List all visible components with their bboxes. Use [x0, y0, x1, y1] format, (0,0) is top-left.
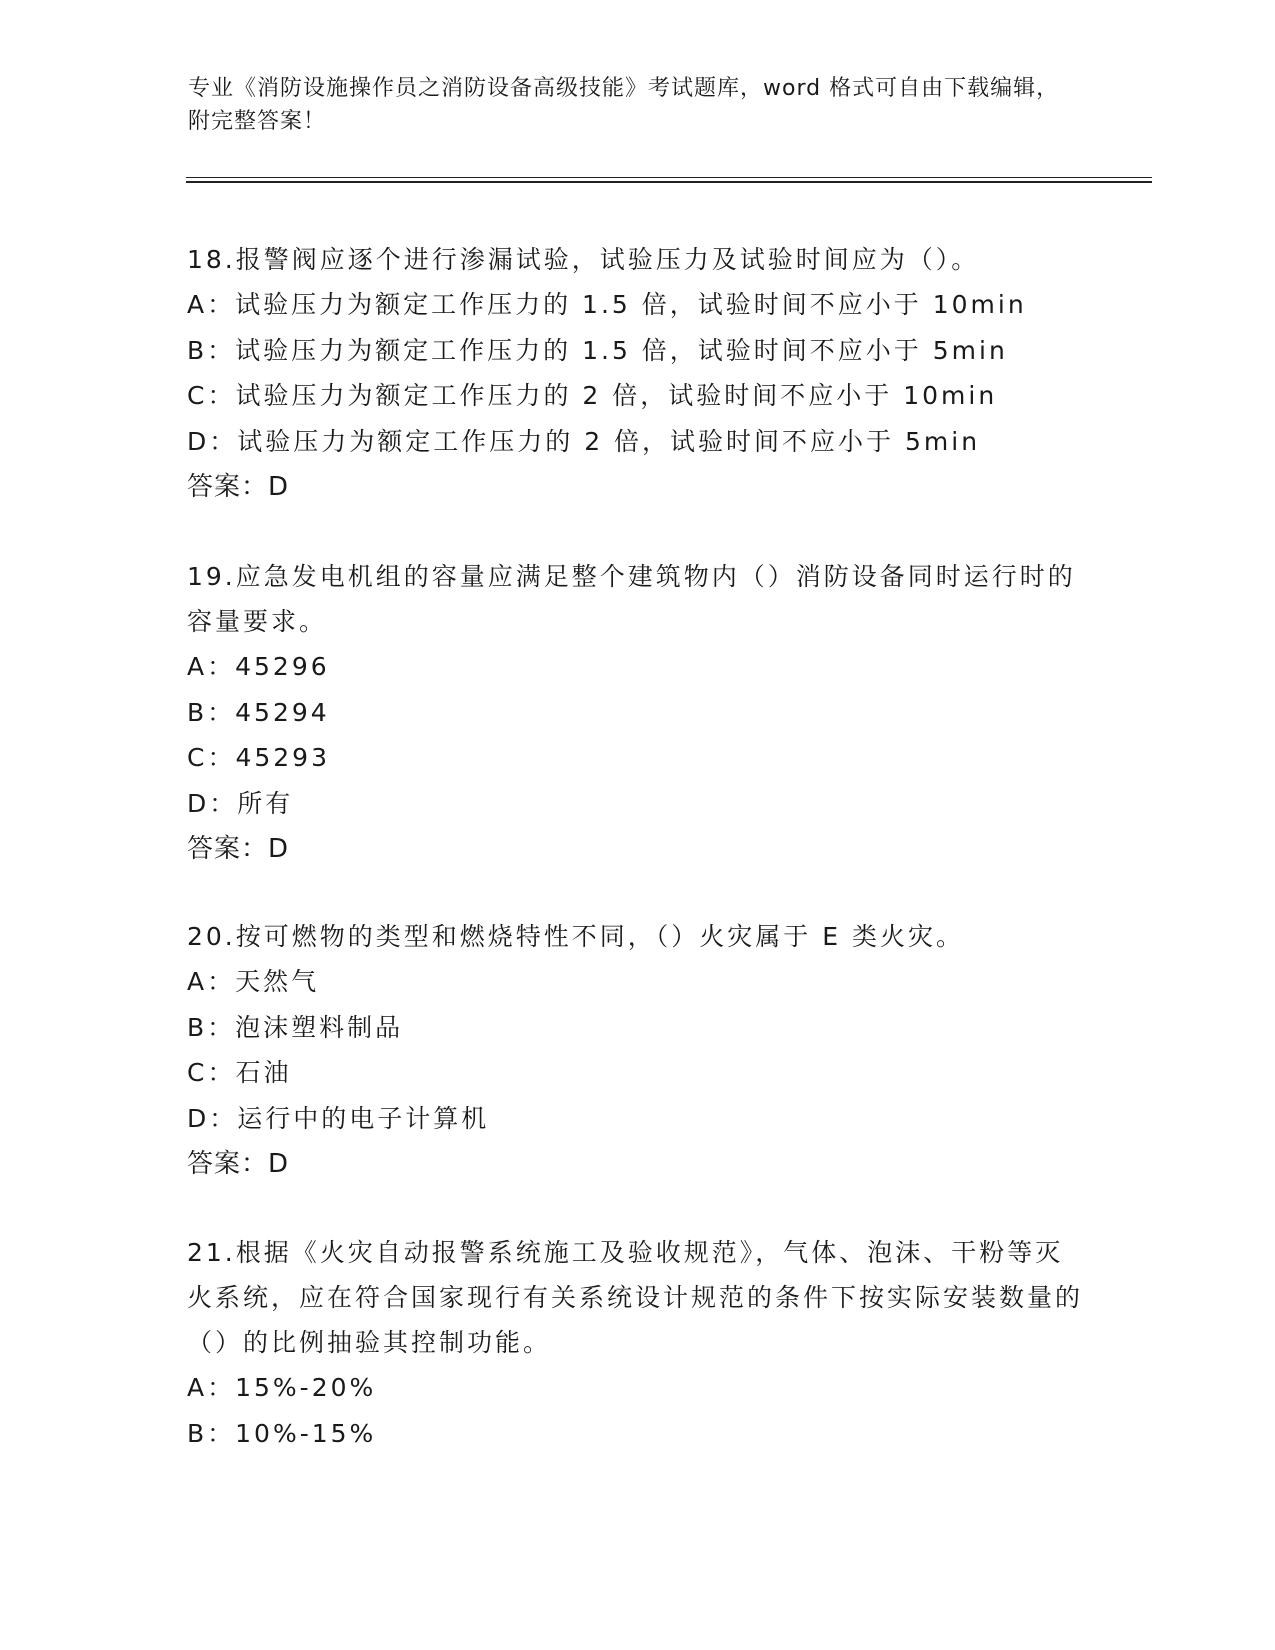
question-stem: 19.应急发电机组的容量应满足整个建筑物内（）消防设备同时运行时的容量要求。	[187, 562, 1076, 636]
header-divider-thin	[186, 177, 1152, 178]
question-18	[187, 237, 1087, 510]
option-d: D：所有	[187, 788, 294, 818]
question-21	[187, 1230, 1087, 1456]
question-stem: 21.根据《火灾自动报警系统施工及验收规范》，气体、泡沫、干粉等灭火系统，应在符合国家现行有关系统设计规范的条件下按实际安装数量的（）的比例抽验其控制功能。	[187, 1238, 1084, 1357]
option-a: A：天然气	[187, 967, 320, 996]
question-20	[187, 914, 1087, 1187]
option-b: B：试验压力为额定工作压力的 1.5 倍，试验时间不应小于 5min	[187, 335, 1008, 365]
header-divider-thick	[186, 181, 1152, 183]
option-b: B：10%-15%	[187, 1418, 377, 1448]
answer-line: 答案：D	[187, 834, 290, 864]
answer-line: 答案：D	[187, 1149, 290, 1179]
option-d: D：试验压力为额定工作压力的 2 倍，试验时间不应小于 5min	[187, 426, 981, 456]
question-stem: 20.按可燃物的类型和燃烧特性不同，（）火灾属于 E 类火灾。	[187, 922, 964, 951]
option-c: C：石油	[187, 1058, 292, 1087]
option-b: B：泡沫塑料制品	[187, 1012, 404, 1042]
option-a: A：15%-20%	[187, 1373, 377, 1402]
answer-line: 答案：D	[187, 472, 290, 502]
option-d: D：运行中的电子计算机	[187, 1103, 490, 1133]
question-stem: 18.报警阀应逐个进行渗漏试验，试验压力及试验时间应为（）。	[187, 245, 980, 274]
option-c: C：试验压力为额定工作压力的 2 倍，试验时间不应小于 10min	[187, 381, 998, 410]
question-19	[187, 554, 1087, 872]
option-a: A：45296	[187, 652, 330, 681]
option-b: B：45294	[187, 697, 330, 727]
option-c: C：45293	[187, 743, 330, 772]
option-a: A：试验压力为额定工作压力的 1.5 倍，试验时间不应小于 10min	[187, 290, 1027, 319]
document-header: 专业《消防设施操作员之消防设备高级技能》考试题库，word 格式可自由下载编辑，附完整答案！	[188, 76, 1060, 134]
